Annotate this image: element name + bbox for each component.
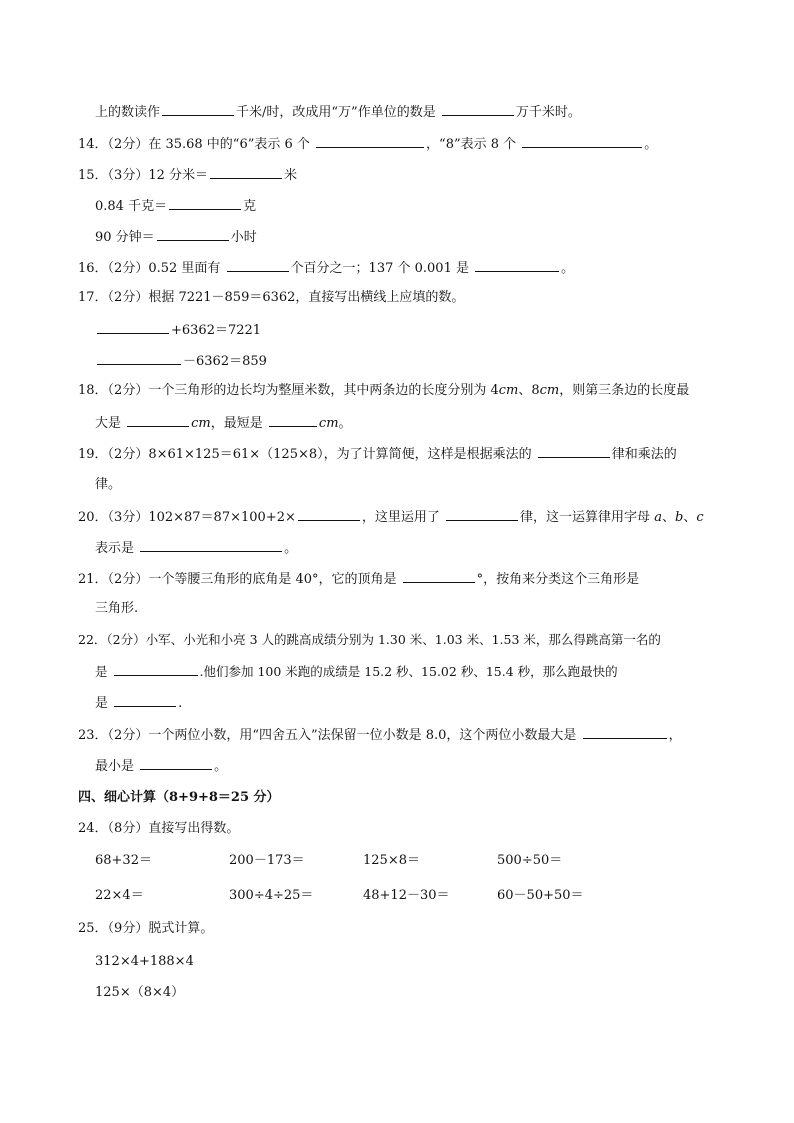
- calc-item: 125×8＝: [363, 853, 420, 868]
- question-22-part3: [95, 693, 724, 713]
- text: 最小是: [95, 759, 135, 774]
- text: 律。: [95, 477, 122, 492]
- question-21: [78, 569, 724, 589]
- text: 20．（3分）102×87＝87×100+2×: [78, 510, 296, 525]
- text: 125×（8×4）: [95, 985, 185, 1000]
- text: －6362＝859: [183, 354, 267, 369]
- text: 律和乘法的: [611, 447, 677, 462]
- variable: b: [674, 510, 684, 525]
- text: 米: [284, 168, 298, 183]
- text: 大是: [95, 416, 122, 431]
- question-23-part2: [95, 756, 724, 776]
- answer-blank[interactable]: [446, 507, 518, 521]
- text: .他们参加 100 米跑的成绩是 15.2 秒、15.02 秒、15.4 秒，那么跑最快的: [199, 664, 618, 679]
- calc-item: 22×4＝: [95, 888, 144, 903]
- text: 克: [243, 199, 257, 214]
- question-17-part1: [95, 320, 724, 340]
- question-25-item-1: [95, 953, 724, 971]
- calc-item: 200－173＝: [229, 853, 305, 868]
- text: 21．（2分）一个等腰三角形的底角是 40°，它的顶角是: [78, 572, 397, 587]
- answer-blank[interactable]: [475, 258, 559, 272]
- question-22-part2: [95, 662, 724, 681]
- question-19-part2: [95, 476, 724, 494]
- question-16: [78, 258, 724, 278]
- text: 小时: [230, 230, 257, 245]
- section-heading: [78, 789, 724, 807]
- unit: cm: [318, 416, 339, 431]
- question-14: [78, 134, 724, 154]
- question-19: [78, 444, 724, 464]
- unit: cm: [498, 383, 519, 398]
- question-18-part2: [95, 413, 724, 433]
- text: 四、细心计算（8+9+8＝25 分）: [78, 790, 280, 805]
- question-20: [78, 507, 724, 527]
- text: 千米/时，改成用“万”作单位的数是: [236, 105, 436, 120]
- question-25: [78, 920, 724, 938]
- text: 三角形.: [95, 601, 139, 616]
- answer-blank[interactable]: [169, 196, 241, 210]
- question-21-part2: [95, 600, 724, 618]
- answer-blank[interactable]: [316, 134, 424, 148]
- text: 16．（2分）0.52 里面有: [78, 261, 221, 276]
- answer-blank[interactable]: [403, 569, 475, 583]
- calc-item: 500÷50＝: [497, 853, 563, 868]
- calc-row-2: [95, 887, 724, 905]
- answer-blank[interactable]: [140, 756, 212, 770]
- text: ，这里运用了: [361, 510, 440, 525]
- text: ，则第三条边的长度最: [559, 383, 690, 398]
- question-22: [78, 631, 724, 649]
- question-15-part2: [95, 196, 724, 216]
- text: 312×4+188×4: [95, 954, 194, 969]
- text: 个百分之一；137 个 0.001 是: [290, 261, 469, 276]
- answer-blank[interactable]: [127, 413, 189, 427]
- text: 19．（2分）8×61×125＝61×（125×8），为了计算简便，这样是根据乘法的: [78, 447, 532, 462]
- question-18: [78, 382, 724, 400]
- text: 律，这一运算律用字母: [520, 510, 651, 525]
- answer-blank[interactable]: [157, 227, 229, 241]
- text: ，最短是: [210, 416, 263, 431]
- question-17-part2: [95, 351, 724, 371]
- question-20-part2: [95, 538, 724, 558]
- answer-blank[interactable]: [140, 538, 282, 552]
- unit: cm: [539, 383, 560, 398]
- answer-blank[interactable]: [114, 693, 176, 707]
- answer-blank[interactable]: [210, 165, 282, 179]
- text: 24．（8分）直接写出得数。: [78, 821, 240, 836]
- text: 17．（2分）根据 7221－859＝6362，直接写出横线上应填的数。: [78, 290, 465, 305]
- text: 25．（9分）脱式计算。: [78, 921, 214, 936]
- answer-blank[interactable]: [162, 102, 234, 116]
- text: +6362＝7221: [171, 323, 262, 338]
- text: ，: [668, 728, 682, 743]
- calc-item: 300÷4÷25＝: [229, 888, 314, 903]
- text: 18．（2分）一个三角形的边长均为整厘米数，其中两条边的长度分别为 4: [78, 383, 499, 398]
- text: °，按角来分类这个三角形是: [476, 572, 640, 587]
- text: 万千米时。: [515, 105, 581, 120]
- unit: cm: [191, 416, 211, 431]
- text: 15．（3分）12 分米＝: [78, 168, 208, 183]
- text: 。: [214, 759, 228, 774]
- text: 、8: [518, 383, 540, 398]
- text: 14．（2分）在 35.68 中的“6”表示 6 个: [78, 137, 310, 152]
- answer-blank[interactable]: [298, 507, 360, 521]
- text: ，“8”表示 8 个: [426, 137, 517, 152]
- text: 。: [284, 541, 298, 556]
- text: 。: [644, 137, 658, 152]
- answer-blank[interactable]: [97, 320, 169, 334]
- text: 、: [661, 510, 675, 525]
- text: 、: [683, 510, 697, 525]
- question-23: [78, 725, 724, 745]
- question-15-part3: [95, 227, 724, 247]
- variable: c: [696, 510, 704, 525]
- answer-blank[interactable]: [583, 725, 667, 739]
- answer-blank[interactable]: [442, 102, 514, 116]
- question-24: [78, 820, 724, 838]
- question-17: [78, 289, 724, 307]
- line-q13-continued: [95, 102, 724, 122]
- answer-blank[interactable]: [114, 662, 198, 676]
- text: 。: [338, 416, 352, 431]
- answer-blank[interactable]: [522, 134, 642, 148]
- answer-blank[interactable]: [538, 444, 610, 458]
- question-15: [78, 165, 724, 185]
- answer-blank[interactable]: [97, 351, 181, 365]
- text: 是: [95, 696, 109, 711]
- text: 上的数读作: [95, 105, 161, 120]
- question-25-item-2: [95, 984, 724, 1002]
- answer-blank[interactable]: [269, 413, 317, 427]
- text: 。: [561, 261, 575, 276]
- text: 22．（2分）小军、小光和小亮 3 人的跳高成绩分别为 1.30 米、1.03 米、1.53 米，那么得跳高第一名的: [78, 632, 661, 647]
- text: 0.84 千克＝: [95, 199, 168, 214]
- text: 表示是: [95, 541, 135, 556]
- text: 是: [95, 664, 108, 679]
- text: 90 分钟＝: [95, 230, 155, 245]
- text: .: [178, 696, 183, 711]
- calc-item: 68+32＝: [95, 853, 152, 868]
- calc-item: 48+12－30＝: [363, 888, 450, 903]
- text: 23．（2分）一个两位小数，用“四舍五入”法保留一位小数是 8.0，这个两位小数最大是: [78, 728, 577, 743]
- variable: a: [654, 510, 662, 525]
- answer-blank[interactable]: [227, 258, 289, 272]
- calc-row-1: [95, 852, 724, 870]
- calc-item: 60－50+50＝: [497, 888, 584, 903]
